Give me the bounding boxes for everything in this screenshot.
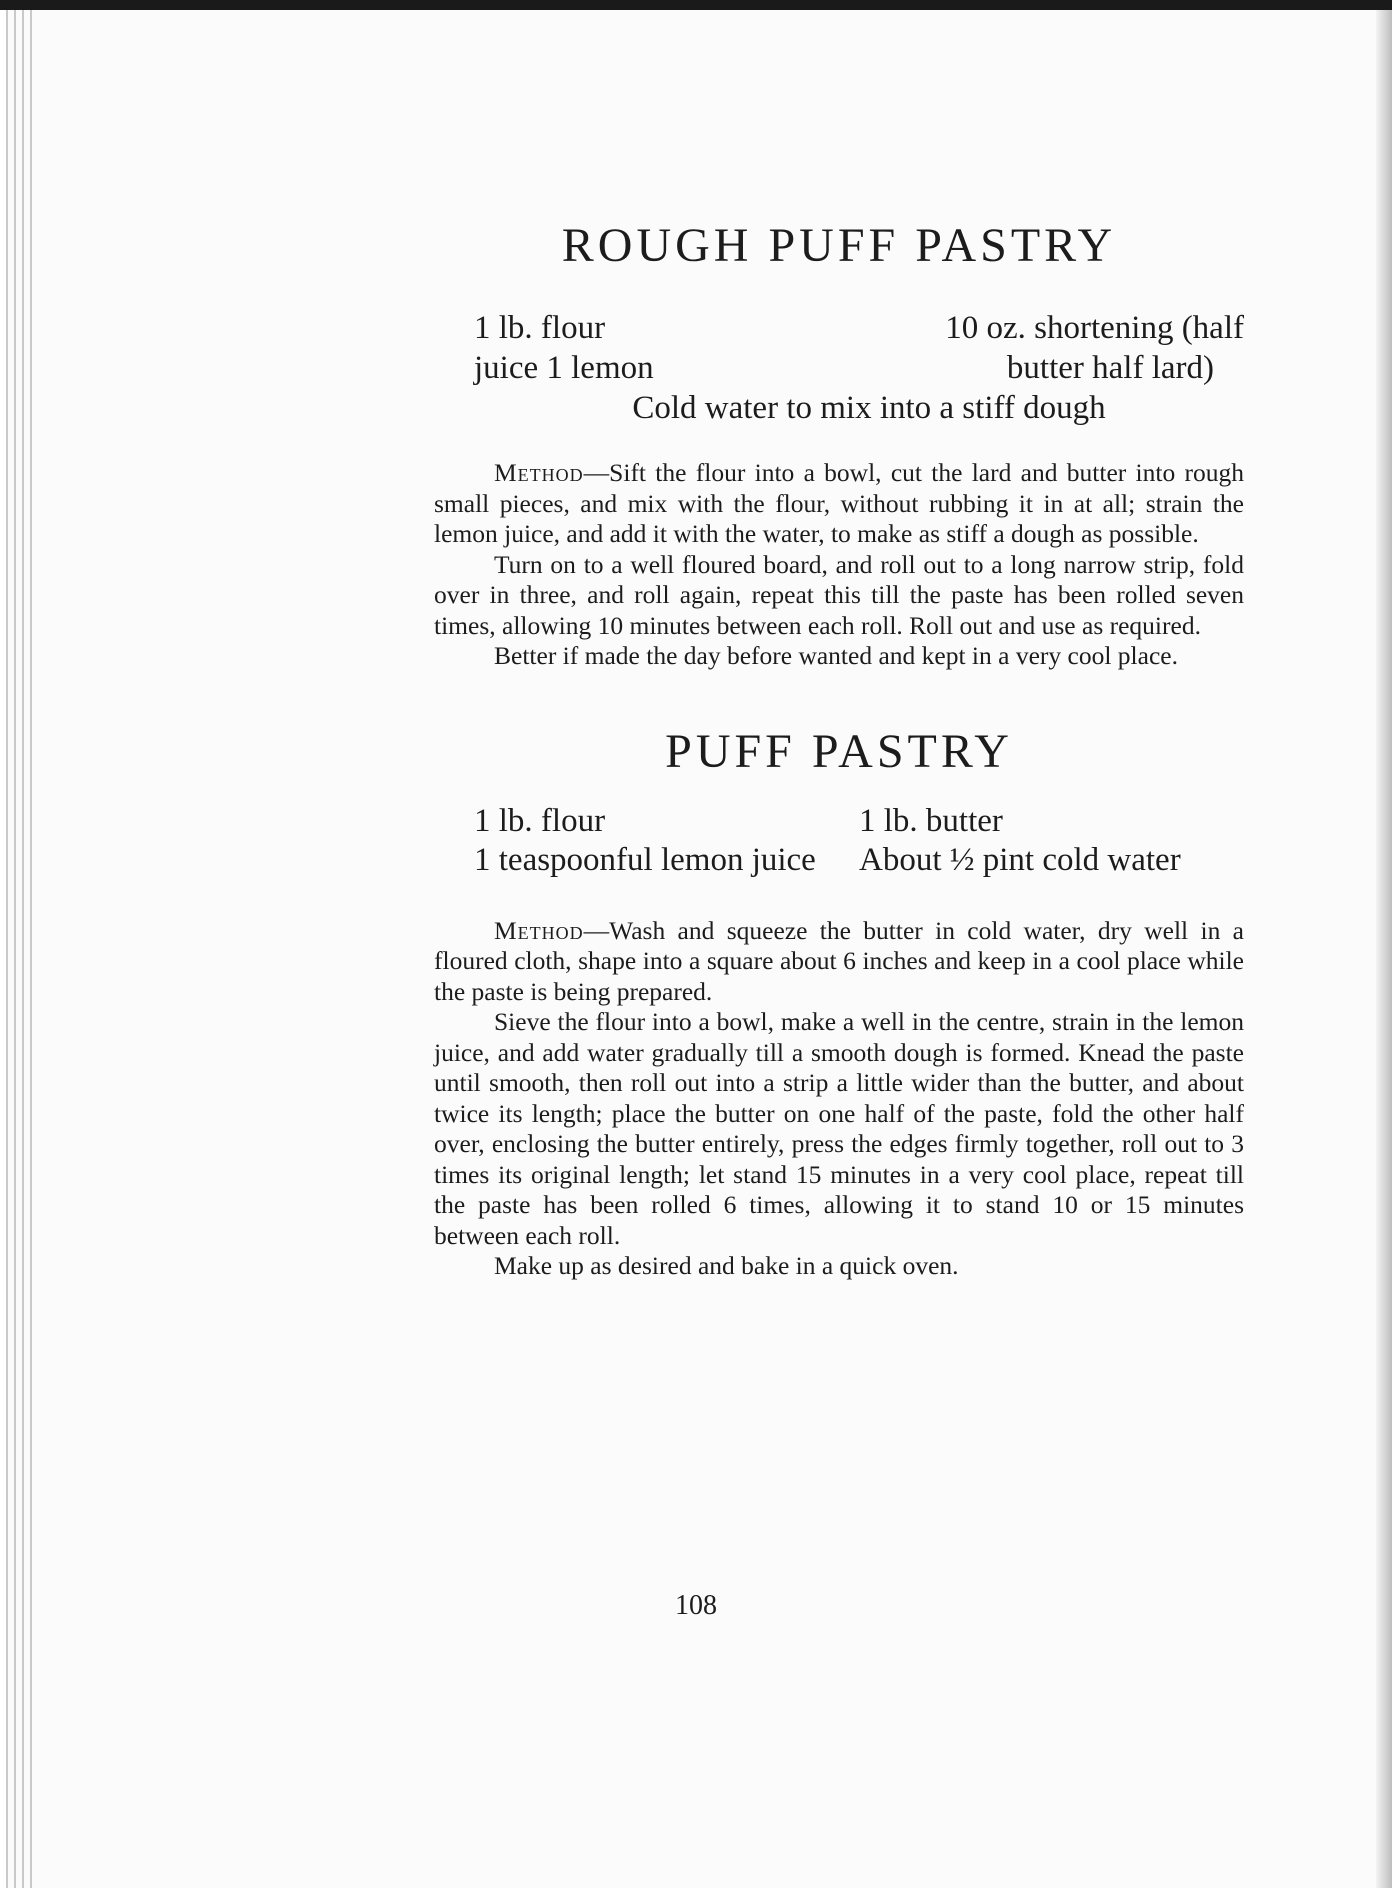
ingredients-list: [434, 802, 1244, 880]
page-content: [434, 219, 1244, 1282]
method-paragraph: Make up as desired and bake in a quick oven.: [494, 1251, 959, 1280]
page-number: 108: [675, 1590, 717, 1621]
method-paragraph: —Sift the flour into a bowl, cut the lard and butter into rough small pieces, and mix with the flour, without rubbing it in at all; strain the lemon juice, and add it with the water, to make as stiff a dough as possible.: [434, 458, 1244, 548]
ingredient-row: [434, 348, 1244, 388]
recipe-rough-puff-pastry: [434, 219, 1244, 672]
recipe-title: PUFF PASTRY: [665, 724, 1013, 778]
ingredient-grid: [434, 802, 1244, 880]
method-paragraph: Sieve the flour into a bowl, make a well in the centre, strain in the lemon juice, and add water gradually till a smooth dough is formed. Knead the paste until smooth, then roll out into a strip a little wider than the butter, and about twice its length; place the butter on one half of the paste, fold the other half over, enclosing the butter entirely, press the edges firmly together, roll out to 3 times its original length; let stand 15 minutes in a very cool place, repeat till the paste has been rolled 6 times, allowing it to stand 10 or 15 minutes between each roll.: [434, 1007, 1244, 1250]
recipe-title: ROUGH PUFF PASTRY: [561, 219, 1117, 272]
recipe-puff-pastry: [434, 724, 1244, 1282]
ingredient: 10 oz. shortening (half: [945, 310, 1244, 346]
method-text: [434, 458, 1244, 672]
ingredient: 1 lb. butter: [859, 802, 1003, 839]
method-paragraph: Turn on to a well floured board, and roll out to a long narrow strip, fold over in three, and roll again, repeat this till the paste has been rolled seven times, allowing 10 minutes between each roll. Roll out and use as required.: [434, 549, 1244, 640]
ingredient-row: [434, 308, 1244, 348]
ingredient: About ½ pint cold water: [859, 841, 1181, 878]
ingredients-list: [434, 308, 1244, 428]
method-label: Method: [494, 458, 584, 487]
method-label: Method: [494, 915, 584, 945]
ingredient: juice 1 lemon: [474, 350, 654, 386]
ingredient: Cold water to mix into a stiff dough: [632, 390, 1106, 426]
method-paragraph: —Wash and squeeze the butter in cold water, dry well in a floured cloth, shape into a square about 6 inches and keep in a cool place while the paste is being prepared.: [434, 915, 1244, 1006]
ingredient: butter half lard): [1006, 350, 1214, 386]
ingredient: 1 teaspoonful lemon juice: [474, 841, 816, 878]
ingredient: 1 lb. flour: [474, 310, 606, 346]
top-binding-bar: [0, 0, 1392, 10]
method-text: [434, 916, 1244, 1282]
method-paragraph: Better if made the day before wanted and kept in a very cool place.: [494, 641, 1178, 670]
ingredient: 1 lb. flour: [474, 802, 606, 839]
